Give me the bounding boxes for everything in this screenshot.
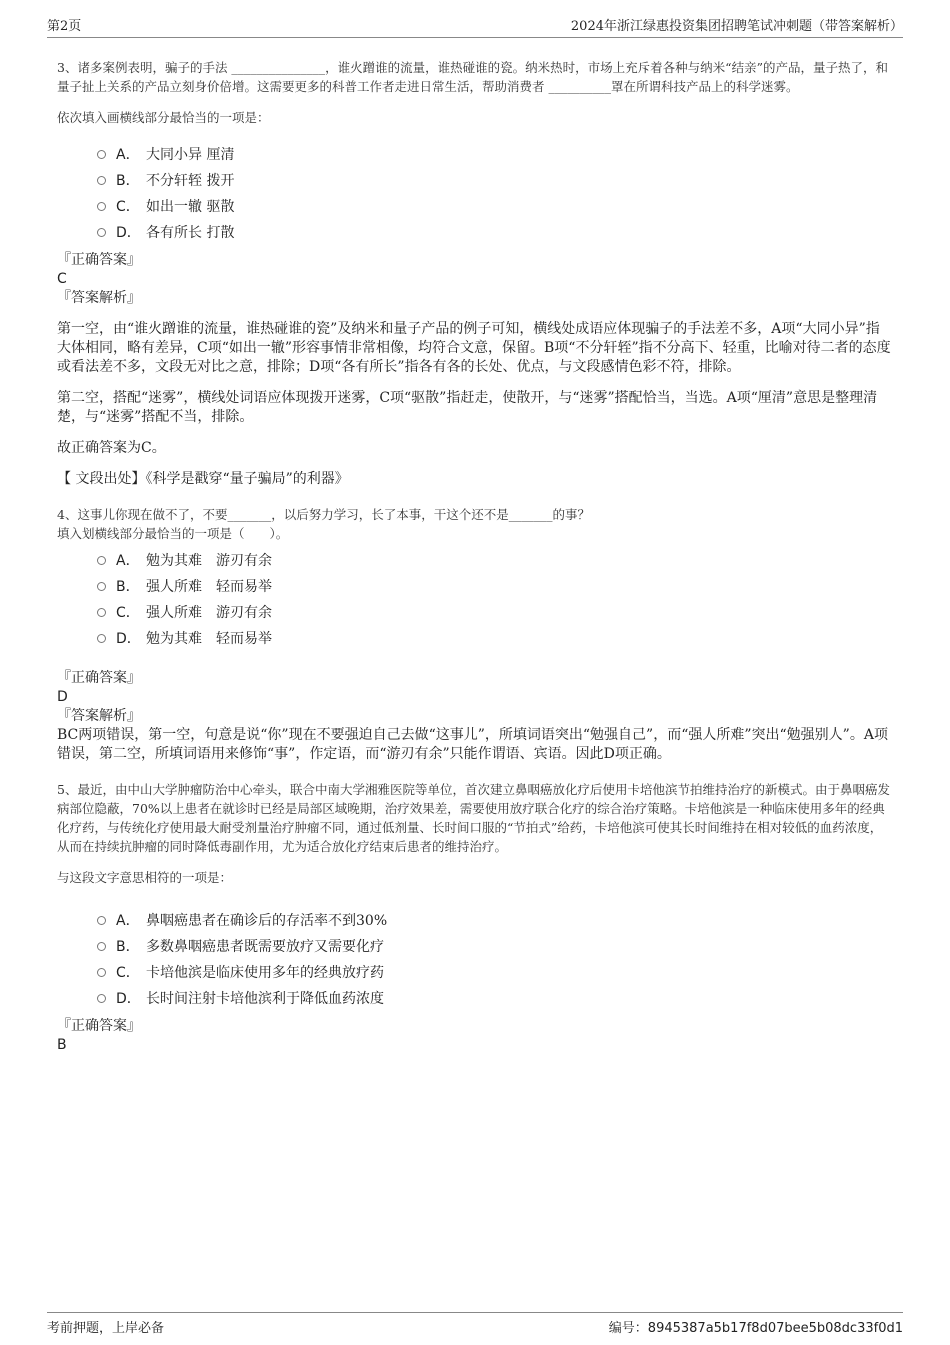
radio-icon[interactable] (97, 634, 106, 643)
option-text: 多数鼻咽癌患者既需要放疗又需要化疗 (146, 939, 384, 955)
option-letter: B． (116, 579, 140, 595)
question-prompt: 依次填入画横线部分最恰当的一项是： (57, 110, 270, 125)
code-value: 8945387a5b17f8d07bee5b08dc33f0d1 (647, 1321, 903, 1336)
option-text: 鼻咽癌患者在确诊后的存活率不到30% (146, 913, 388, 929)
option-b[interactable] (97, 933, 893, 959)
option-letter: D． (116, 631, 141, 647)
radio-icon[interactable] (97, 150, 106, 159)
option-text: 各有所长 打散 (146, 225, 235, 241)
option-list (97, 907, 893, 1011)
option-letter: C． (116, 199, 140, 215)
option-list (97, 141, 893, 245)
radio-icon[interactable] (97, 916, 106, 925)
answer-label: 『正确答案』 (57, 670, 141, 686)
option-d[interactable] (97, 985, 893, 1011)
analysis-paragraph: BC两项错误，第一空，句意是说“你”现在不要强迫自己去做“这事儿”，所填词语突出“勉强自己”，而“强人所难”突出“勉强别人”。A项错误，第二空，所填词语用来修饰“事”，作定语，而“游刃有余”只能作谓语、宾语。因此D项正确。 (57, 727, 888, 762)
page-number: 第2页 (47, 19, 82, 34)
source-citation: 【 文段出处】《科学是戳穿“量子骗局”的利器》 (57, 471, 349, 487)
question-prompt: 填入划横线部分最恰当的一项是（ ）。 (57, 526, 289, 541)
radio-icon[interactable] (97, 176, 106, 185)
document-code (609, 1317, 903, 1336)
radio-icon[interactable] (97, 582, 106, 591)
document-body (57, 58, 893, 1055)
option-text: 不分轩轾 拨开 (146, 173, 235, 189)
option-a[interactable] (97, 907, 893, 933)
option-letter: A． (116, 553, 140, 569)
option-letter: A． (116, 913, 140, 929)
radio-icon[interactable] (97, 968, 106, 977)
question-text: 5、最近，由中山大学肿瘤防治中心牵头，联合中南大学湘雅医院等单位，首次建立鼻咽癌放化疗后使用卡培他滨节拍维持治疗的新模式。由于鼻咽癌发病部位隐蔽，70%以上患者在就诊时已经是局部区域晚期，治疗效果差，需要使用放疗联合化疗的综合治疗策略。卡培他滨是一种临床使用多年的经典化疗药，与传统化疗使用最大耐受剂量治疗肿瘤不同，通过低剂量、长时间口服的“节拍式”给药，卡培他滨可使其长时间维持在相对较低的血药浓度，从而在持续抗肿瘤的同时降低毒副作用，尤为适合放化疗结束后患者的维持治疗。 (57, 782, 890, 854)
question-prompt: 与这段文字意思相符的一项是： (57, 870, 233, 885)
option-letter: B． (116, 173, 140, 189)
option-text: 卡培他滨是临床使用多年的经典放疗药 (146, 965, 384, 981)
option-text: 勉为其难 游刃有余 (146, 553, 272, 569)
page-header (47, 14, 903, 38)
radio-icon[interactable] (97, 608, 106, 617)
option-letter: A． (116, 147, 140, 163)
option-d[interactable] (97, 625, 893, 651)
page-footer (47, 1312, 903, 1336)
option-c[interactable] (97, 959, 893, 985)
option-a[interactable] (97, 141, 893, 167)
radio-icon[interactable] (97, 994, 106, 1003)
option-text: 大同小异 厘清 (146, 147, 235, 163)
option-d[interactable] (97, 219, 893, 245)
question-text: 4、这事儿你现在做不了，不要_______，以后努力学习，长了本事，干这个还不是_______的事？ (57, 507, 590, 522)
option-c[interactable] (97, 599, 893, 625)
option-letter: D． (116, 225, 141, 241)
option-text: 长时间注射卡培他滨利于降低血药浓度 (146, 991, 384, 1007)
analysis-label: 『答案解析』 (57, 708, 141, 724)
question-5 (57, 780, 893, 1055)
option-letter: B． (116, 939, 140, 955)
option-letter: D． (116, 991, 141, 1007)
question-3 (57, 58, 893, 489)
answer-label: 『正确答案』 (57, 252, 141, 268)
option-text: 强人所难 游刃有余 (146, 605, 272, 621)
analysis-paragraph: 第二空，搭配“迷雾”，横线处词语应体现拨开迷雾，C项“驱散”指赶走，使散开，与“迷雾”搭配恰当，当选。A项“厘清”意思是整理清楚，与“迷雾”搭配不当，排除。 (57, 390, 878, 425)
option-letter: C． (116, 965, 140, 981)
question-text: 3、诸多案例表明，骗子的手法 _______________，谁火蹭谁的流量，谁热碰谁的瓷。纳米热时，市场上充斥着各种与纳米“结亲”的产品，量子热了，和量子扯上关系的产品立刻身价倍增。这需要更多的科普工作者走进日常生活，帮助消费者 __________罩在所谓科技产品上的科学迷雾。 (57, 60, 888, 94)
option-b[interactable] (97, 573, 893, 599)
radio-icon[interactable] (97, 942, 106, 951)
analysis-conclusion: 故正确答案为C。 (57, 440, 166, 456)
answer-value: B (57, 1037, 67, 1053)
option-c[interactable] (97, 193, 893, 219)
option-a[interactable] (97, 547, 893, 573)
radio-icon[interactable] (97, 202, 106, 211)
analysis-label: 『答案解析』 (57, 290, 141, 306)
radio-icon[interactable] (97, 556, 106, 565)
code-label: 编号： (608, 1321, 648, 1336)
question-4 (57, 505, 893, 764)
option-text: 如出一辙 驱散 (146, 199, 235, 215)
document-title: 2024年浙江绿惠投资集团招聘笔试冲刺题（带答案解析） (570, 19, 903, 34)
option-text: 勉为其难 轻而易举 (146, 631, 272, 647)
radio-icon[interactable] (97, 228, 106, 237)
answer-value: C (57, 271, 67, 287)
option-list (97, 547, 893, 651)
analysis-paragraph: 第一空，由“谁火蹭谁的流量，谁热碰谁的瓷”及纳米和量子产品的例子可知，横线处成语应体现骗子的手法差不多，A项“大同小异”指大体相同，略有差异，C项“如出一辙”形容事情非常相像，均符合文意，保留。B项“不分轩轾”指不分高下、轻重，比喻对待二者的态度或看法差不多，文段无对比之意，排除；D项“各有所长”指各有各的长处、优点，与文段感情色彩不符，排除。 (57, 321, 891, 375)
footer-slogan: 考前押题，上岸必备 (47, 1321, 165, 1336)
option-letter: C． (116, 605, 140, 621)
option-text: 强人所难 轻而易举 (146, 579, 272, 595)
answer-value: D (57, 689, 68, 705)
option-b[interactable] (97, 167, 893, 193)
answer-label: 『正确答案』 (57, 1018, 141, 1034)
